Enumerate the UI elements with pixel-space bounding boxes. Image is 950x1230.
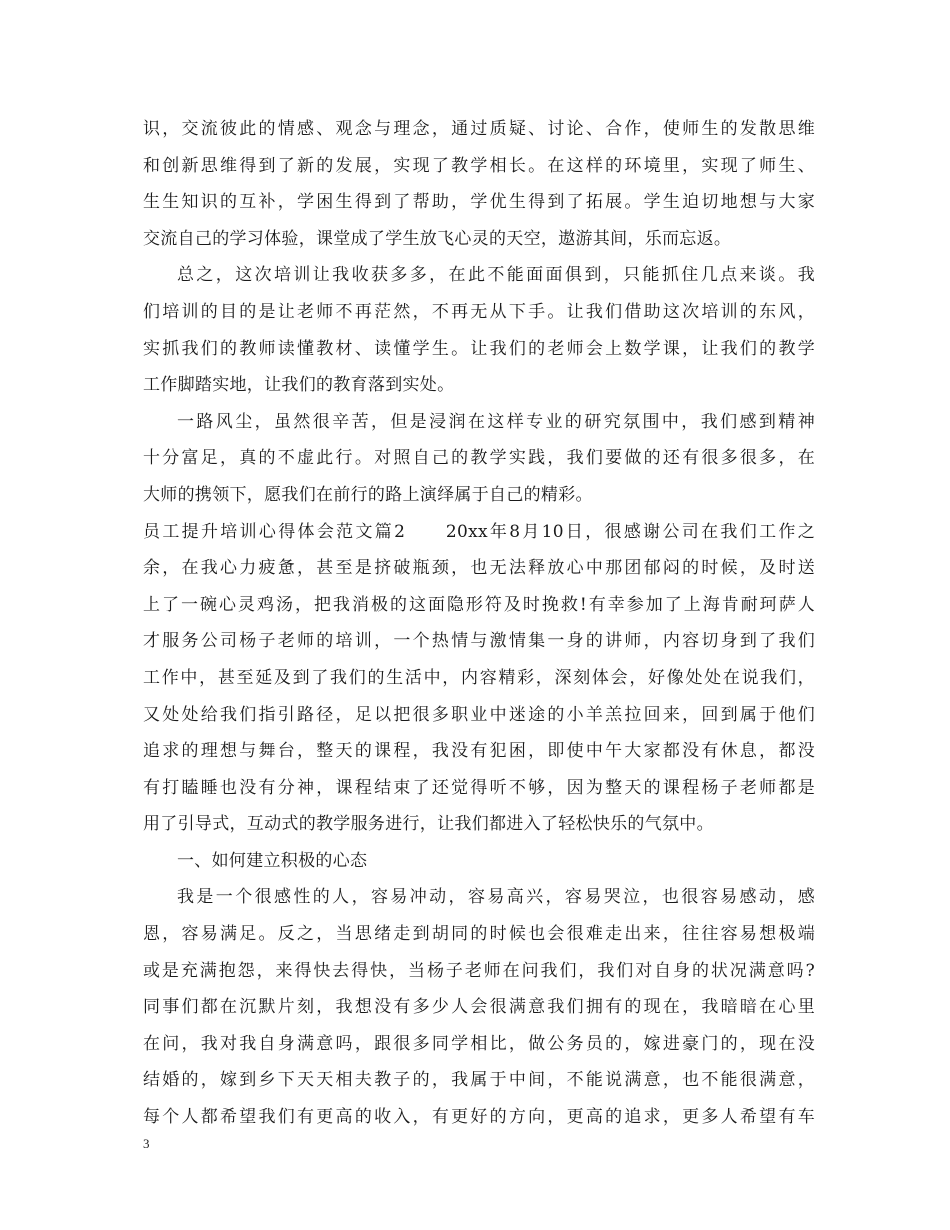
text-line: 余，在我心力疲惫，甚至是挤破瓶颈，也无法释放心中那团郁闷的时候，及时送 bbox=[143, 558, 815, 579]
text-line: 有打瞌睡也没有分神，课程结束了还觉得听不够，因为整天的课程杨子老师都是 bbox=[143, 777, 815, 798]
text-line: 大师的携领下，愿我们在前行的路上演绎属于自己的精彩。 bbox=[143, 484, 593, 505]
text-line: 结婚的，嫁到乡下天天相夫教子的，我属于中间，不能说满意，也不能很满意， bbox=[143, 1070, 815, 1091]
text-line: 十分富足，真的不虚此行。对照自己的教学实践，我们要做的还有很多很多，在 bbox=[143, 448, 815, 469]
text-line: 生生知识的互补，学困生得到了帮助，学优生得到了拓展。学生迫切地想与大家 bbox=[143, 192, 815, 213]
text-line: 才服务公司杨子老师的培训，一个热情与激情集一身的讲师，内容切身到了我们 bbox=[143, 631, 815, 652]
text-line: 在问，我对我自身满意吗，跟很多同学相比，做公务员的，嫁进豪门的，现在没 bbox=[143, 1033, 815, 1054]
text-line: 总之，这次培训让我收获多多，在此不能面面俱到，只能抓住几点来谈。我 bbox=[177, 265, 815, 286]
text-line: 我是一个很感性的人，容易冲动，容易高兴，容易哭泣，也很容易感动，感 bbox=[177, 887, 815, 908]
text-line: 一路风尘，虽然很辛苦，但是浸润在这样专业的研究氛围中，我们感到精神 bbox=[177, 411, 815, 432]
text-line: 或是充满抱怨，来得快去得快，当杨子老师在问我们，我们对自身的状况满意吗? bbox=[143, 960, 815, 981]
text-line: 恩，容易满足。反之，当思绪走到胡同的时候也会很难走出来，往往容易想极端 bbox=[143, 924, 815, 945]
text-line: 们培训的目的是让老师不再茫然，不再无从下手。让我们借助这次培训的东风， bbox=[143, 301, 815, 322]
text-line: 同事们都在沉默片刻，我想没有多少人会很满意我们拥有的现在，我暗暗在心里 bbox=[143, 997, 815, 1018]
text-line: 又处处给我们指引路径，足以把很多职业中迷途的小羊羔拉回来，回到属于他们 bbox=[143, 704, 815, 725]
text-line: 和创新思维得到了新的发展，实现了教学相长。在这样的环境里，实现了师生、 bbox=[143, 155, 815, 176]
text-line: 识，交流彼此的情感、观念与理念，通过质疑、讨论、合作，使师生的发散思维 bbox=[143, 119, 815, 139]
text-line: 实抓我们的教师读懂教材、读懂学生。让我们的老师会上数学课，让我们的教学 bbox=[143, 338, 815, 359]
text-line: 工作中，甚至延及到了我们的生活中，内容精彩，深刻体会，好像处处在说我们， bbox=[143, 667, 815, 688]
text-line: 用了引导式，互动式的教学服务进行，让我们都进入了轻松快乐的气氛中。 bbox=[143, 814, 714, 835]
text-line: 一、如何建立积极的心态 bbox=[177, 850, 368, 871]
text-line: 交流自己的学习体验，课堂成了学生放飞心灵的天空，遨游其间，乐而忘返。 bbox=[143, 228, 732, 249]
text-line: 每个人都希望我们有更高的收入，有更好的方向，更高的追求，更多人希望有车 bbox=[143, 1107, 815, 1128]
text-line: 工作脚踏实地，让我们的教育落到实处。 bbox=[143, 375, 455, 396]
text-line: 追求的理想与舞台，整天的课程，我没有犯困，即使中午大家都没有休息，都没 bbox=[143, 741, 815, 762]
page-number: 3 bbox=[143, 1136, 150, 1151]
body-text bbox=[143, 111, 815, 1136]
text-line: 员工提升培训心得体会范文篇2 20xx年8月10日，很感谢公司在我们工作之 bbox=[143, 521, 815, 542]
text-line: 上了一碗心灵鸡汤，把我消极的这面隐形符及时挽救!有幸参加了上海肯耐珂萨人 bbox=[143, 594, 815, 615]
